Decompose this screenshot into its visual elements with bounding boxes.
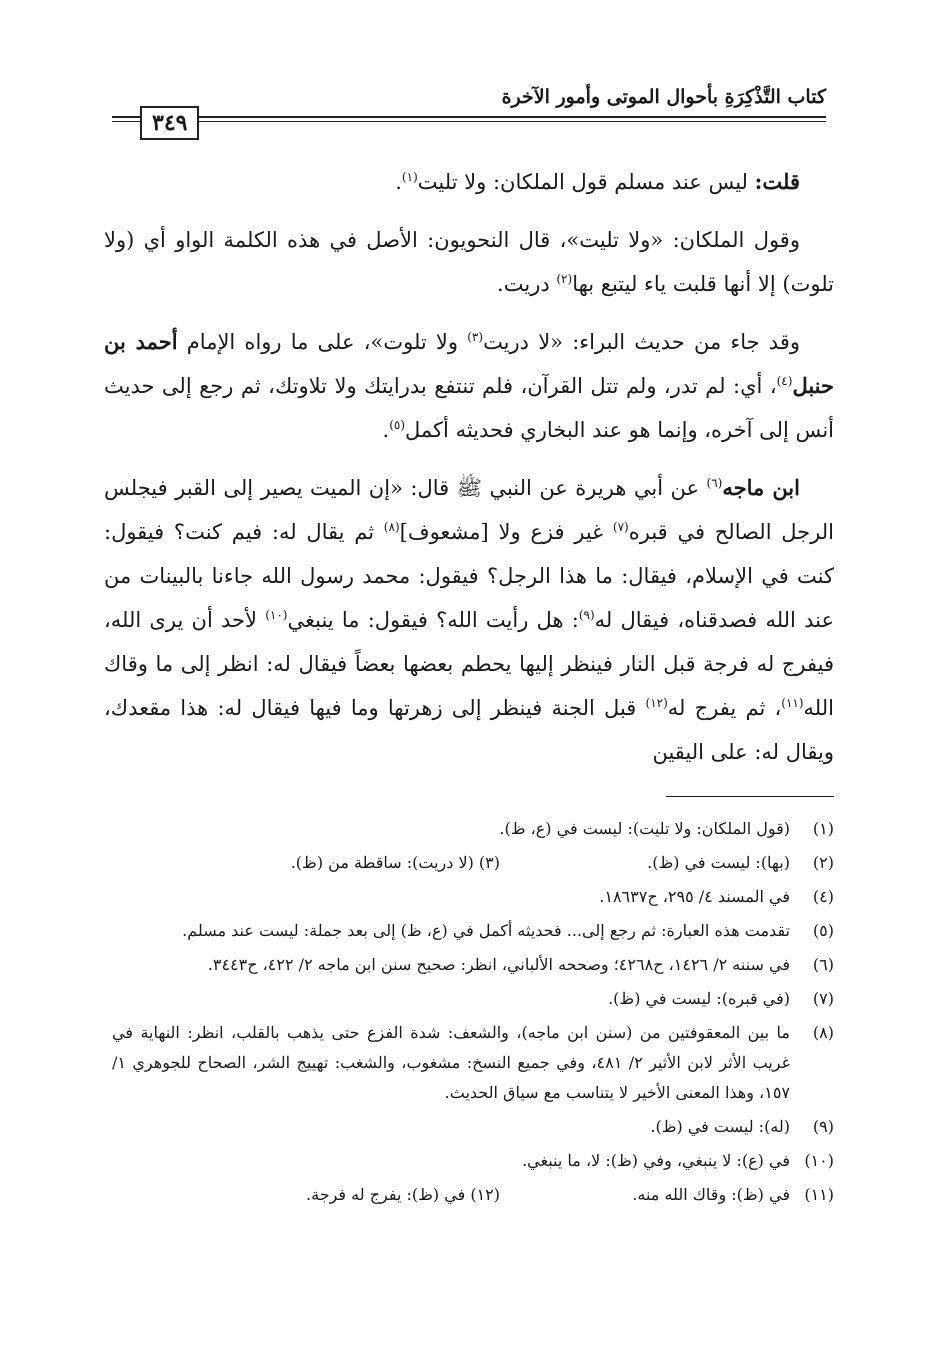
footnote-text: (في قبره): ليست في (ظ). [608, 989, 790, 1008]
text: ولا تلوت»، على ما رواه الإمام [177, 330, 468, 354]
footnote-text-a: (بها): ليست في (ظ). [647, 853, 790, 872]
footnote-item [112, 1180, 834, 1210]
main-text [104, 160, 834, 788]
bold-term: قلت: [754, 169, 800, 194]
footnote-ref[interactable]: (١٠) [265, 608, 288, 622]
footnote-separator [666, 796, 834, 797]
bold-term: ابن ماجه [722, 475, 800, 500]
footnote-text: تقدمت هذه العبارة: ثم رجع إلى... فحديثه أكمل في (ع، ظ) إلى بعد جملة: ليست عند مسلم. [182, 921, 790, 940]
footnote-text [112, 1180, 790, 1210]
footnote-ref[interactable]: (٤) [776, 374, 793, 388]
footnote-item [112, 1018, 834, 1108]
text: دريت. [497, 272, 557, 296]
text: وقول الملكان: «ولا تليت»، قال النحويون: الأصل في هذه الكلمة الواو أي (ولا تلوت) إلا أنها قلبت ياء ليتبع بها [104, 228, 834, 296]
footnote-text: في سننه ٢/ ١٤٢٦، ح٤٢٦٨؛ وصححه الألباني، انظر: صحيح سنن ابن ماجه ٢/ ٤٢٢، ح٣٤٤٣. [207, 955, 790, 974]
footnote-ref[interactable]: (١) [401, 170, 418, 184]
footnote-ref[interactable]: (٢) [556, 272, 573, 286]
footnote-text: في (ع): لا ينبغي، وفي (ظ): لا، ما ينبغي. [522, 1151, 790, 1170]
text: . [395, 170, 402, 194]
bold-term: أحمد بن حنبل [104, 329, 834, 398]
footnote-number: (١١) [804, 1185, 834, 1204]
text: غير فزع ولا [مشعوف] [399, 520, 613, 544]
footnote-ref[interactable]: (٣) [467, 330, 484, 344]
footnote-text: ما بين المعقوفتين من (سنن ابن ماجه)، والشعف: شدة الفزع حتى يذهب بالقلب، انظر: النهاية في غريب الأثر لابن الأثير ٢/ ٤٨١، وفي جميع النسخ: مشغوب، والشغب: تهييج الشر، الصحاح للجوهري ١/ ١٥٧، وهذا المعنى الأخير لا يتناسب مع سياق الحديث. [112, 1023, 790, 1102]
footnote-ref[interactable]: (١٢) [645, 696, 668, 710]
footnote-item [112, 916, 834, 946]
text: ، ثم يفرج له [667, 696, 782, 720]
footnote-number: (٤) [812, 887, 834, 906]
footnote-number: (٨) [812, 1023, 834, 1042]
footnote-number: (٦) [812, 955, 834, 974]
footnote-ref[interactable]: (١١) [781, 696, 804, 710]
book-title: كتاب التَّذْكِرَةِ بأحوال الموتى وأمور الآخرة [501, 86, 826, 108]
text: ثم يقال له: فيم كنت؟ فيقول: كنت في الإسلام، فيقال: ما هذا الرجل؟ فيقول: محمد رسول الله جاءنا بالبينات من عند الله فصدقناه، فيقال له [104, 520, 834, 632]
footnote-number: (٥) [812, 921, 834, 940]
text: : هل رأيت الله؟ فيقول: ما ينبغي [287, 608, 579, 632]
page-header [112, 82, 826, 136]
page-number: ٣٤٩ [140, 106, 199, 140]
text: . [382, 418, 390, 442]
footnote-number: (٧) [812, 989, 834, 1008]
text: لأحد أن يرى الله، فيفرج له فرجة قبل النار فينظر إليها يحطم بعضها بعضاً فيقال له: انظر إلى ما وقاك الله [104, 608, 834, 720]
footnote-number: (١٠) [804, 1151, 834, 1170]
footnote-text-b: (١٢) في (ظ): يفرج له فرجة. [306, 1185, 500, 1204]
text: ليس عند مسلم قول الملكان: ولا تليت [417, 170, 755, 194]
footnotes [112, 814, 834, 1214]
footnote-text-b: (٣) (لا دريت): ساقطة من (ظ). [290, 853, 500, 872]
footnote-item [112, 1112, 834, 1142]
paragraph [104, 466, 834, 774]
footnote-number: (١) [812, 819, 834, 838]
footnote-text-a: في (ظ): وقاك الله منه. [632, 1185, 790, 1204]
footnote-item [112, 814, 834, 844]
paragraph [104, 320, 834, 452]
footnote-text: في المسند ٤/ ٢٩٥، ح١٨٦٣٧. [599, 887, 790, 906]
footnote-item [112, 984, 834, 1014]
footnote-item [112, 1146, 834, 1176]
footnote-item [112, 882, 834, 912]
header-rule-thin [112, 121, 826, 122]
footnote-ref[interactable]: (٩) [578, 608, 595, 622]
footnote-number: (٢) [812, 853, 834, 872]
footnote-ref[interactable]: (٦) [706, 476, 723, 490]
footnote-number: (٩) [812, 1117, 834, 1136]
header-rule [112, 116, 826, 118]
footnote-ref[interactable]: (٨) [383, 520, 400, 534]
text: وقد جاء من حديث البراء: «لا دريت [483, 330, 800, 354]
text: قبل الجنة فينظر إلى زهرتها وما فيها فيقال له: هذا مقعدك، ويقال له: على اليقين [104, 696, 834, 764]
footnote-item [112, 950, 834, 980]
text: عن أبي هريرة عن النبي ﷺ قال: «إن الميت يصير إلى القبر فيجلس الرجل الصالح في قبره [104, 476, 834, 544]
text: ، أي: لم تدر، ولم تتل القرآن، فلم تنتفع بدرايتك ولا تلاوتك، ثم رجع إلى حديث أنس إلى آخره، وإنما هو عند البخاري فحديثه أكمل [104, 374, 834, 442]
paragraph [104, 218, 834, 306]
footnote-ref[interactable]: (٥) [389, 418, 406, 432]
footnote-text: (له): ليست في (ظ). [650, 1117, 790, 1136]
paragraph [104, 160, 834, 204]
footnote-text [112, 848, 790, 878]
footnote-item [112, 848, 834, 878]
footnote-ref[interactable]: (٧) [612, 520, 629, 534]
footnote-text: (قول الملكان: ولا تليت): ليست في (ع، ظ). [499, 819, 790, 838]
